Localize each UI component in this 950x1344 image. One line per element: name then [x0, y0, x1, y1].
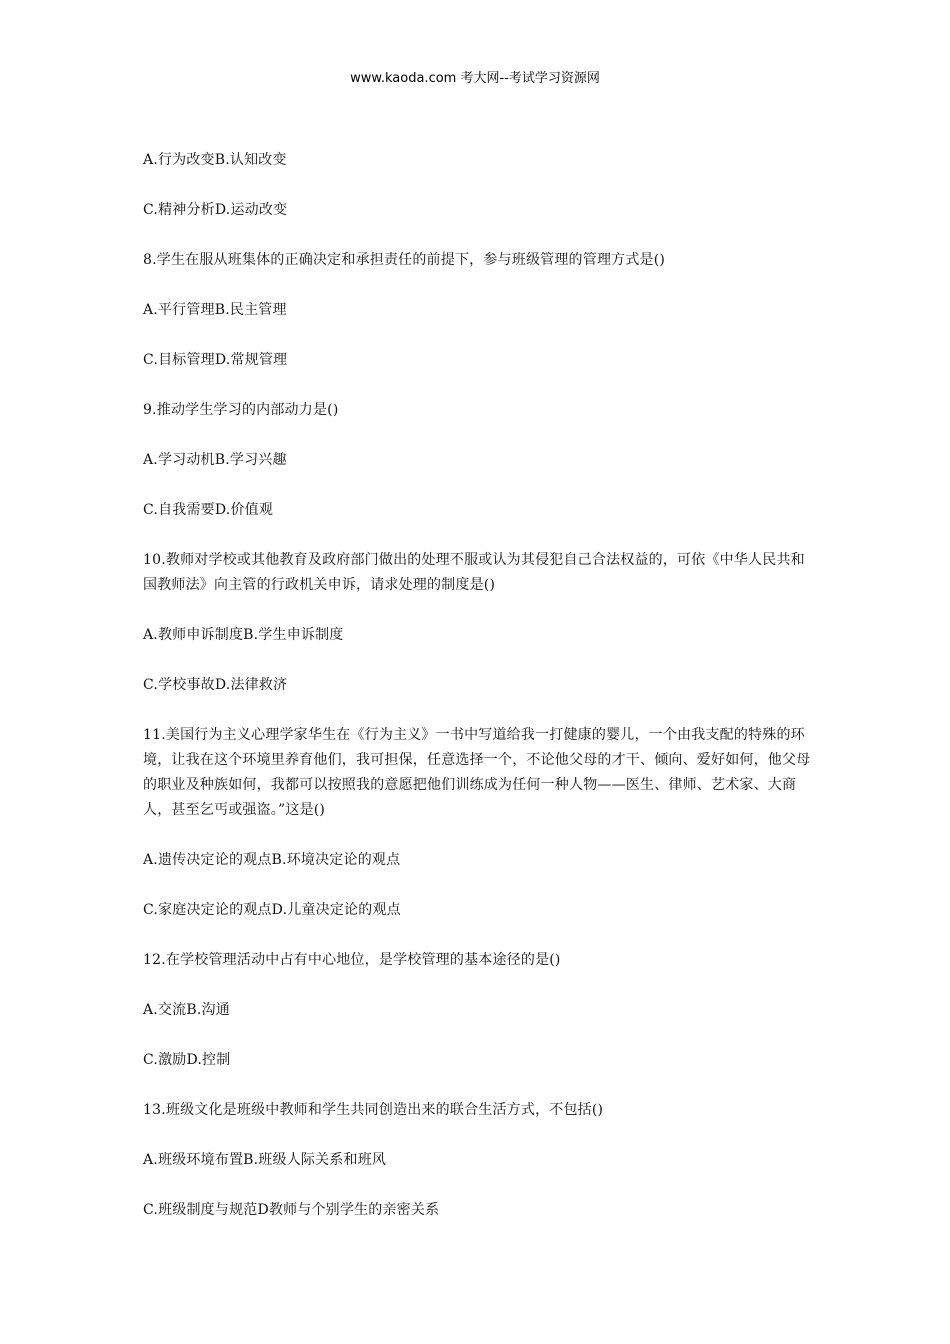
option-line: A.遗传决定论的观点B.环境决定论的观点	[143, 852, 401, 868]
option-line: A.班级环境布置B.班级人际关系和班风	[143, 1152, 387, 1168]
question-11: 11.美国行为主义心理学家华生在《行为主义》一书中写道给我一打健康的婴儿，一个由我支配的特殊的环境，让我在这个环境里养育他们，我可担保，任意选择一个，不论他父母的才干、倾向、爱好如何，他父母的职业及种族如何，我都可以按照我的意愿把他们训练成为任何一种人物——医生、律师、艺术家、大商人，甚至乞丐或强盗。”这是()	[143, 727, 811, 818]
option-line: C.自我需要D.价值观	[143, 502, 274, 518]
option-line: A.平行管理B.民主管理	[143, 302, 287, 318]
option-line: A.行为改变B.认知改变	[143, 152, 287, 168]
question-10: 10.教师对学校或其他教育及政府部门做出的处理不服或认为其侵犯自己合法权益的，可依《中华人民共和国教师法》向主管的行政机关申诉，请求处理的制度是()	[143, 552, 805, 593]
option-line: A.学习动机B.学习兴趣	[143, 452, 287, 468]
question-12: 12.在学校管理活动中占有中心地位，是学校管理的基本途径的是()	[143, 952, 561, 968]
question-9: 9.推动学生学习的内部动力是()	[143, 402, 339, 418]
option-line: C.班级制度与规范D教师与个别学生的亲密关系	[143, 1202, 440, 1218]
question-8: 8.学生在服从班集体的正确决定和承担责任的前提下，参与班级管理的管理方式是()	[143, 252, 666, 268]
option-line: C.学校事故D.法律救济	[143, 677, 288, 693]
document-body	[143, 148, 818, 1248]
option-line: C.精神分析D.运动改变	[143, 202, 288, 218]
question-13: 13.班级文化是班级中教师和学生共同创造出来的联合生活方式，不包括()	[143, 1102, 604, 1118]
option-line: C.目标管理D.常规管理	[143, 352, 288, 368]
option-line: C.激励D.控制	[143, 1052, 231, 1068]
page-header	[0, 70, 950, 88]
site-header-text: www.kaoda.com 考大网--考试学习资源网	[350, 71, 600, 86]
option-line: A.交流B.沟通	[143, 1002, 230, 1018]
option-line: A.教师申诉制度B.学生申诉制度	[143, 627, 344, 643]
option-line: C.家庭决定论的观点D.儿童决定论的观点	[143, 902, 401, 918]
